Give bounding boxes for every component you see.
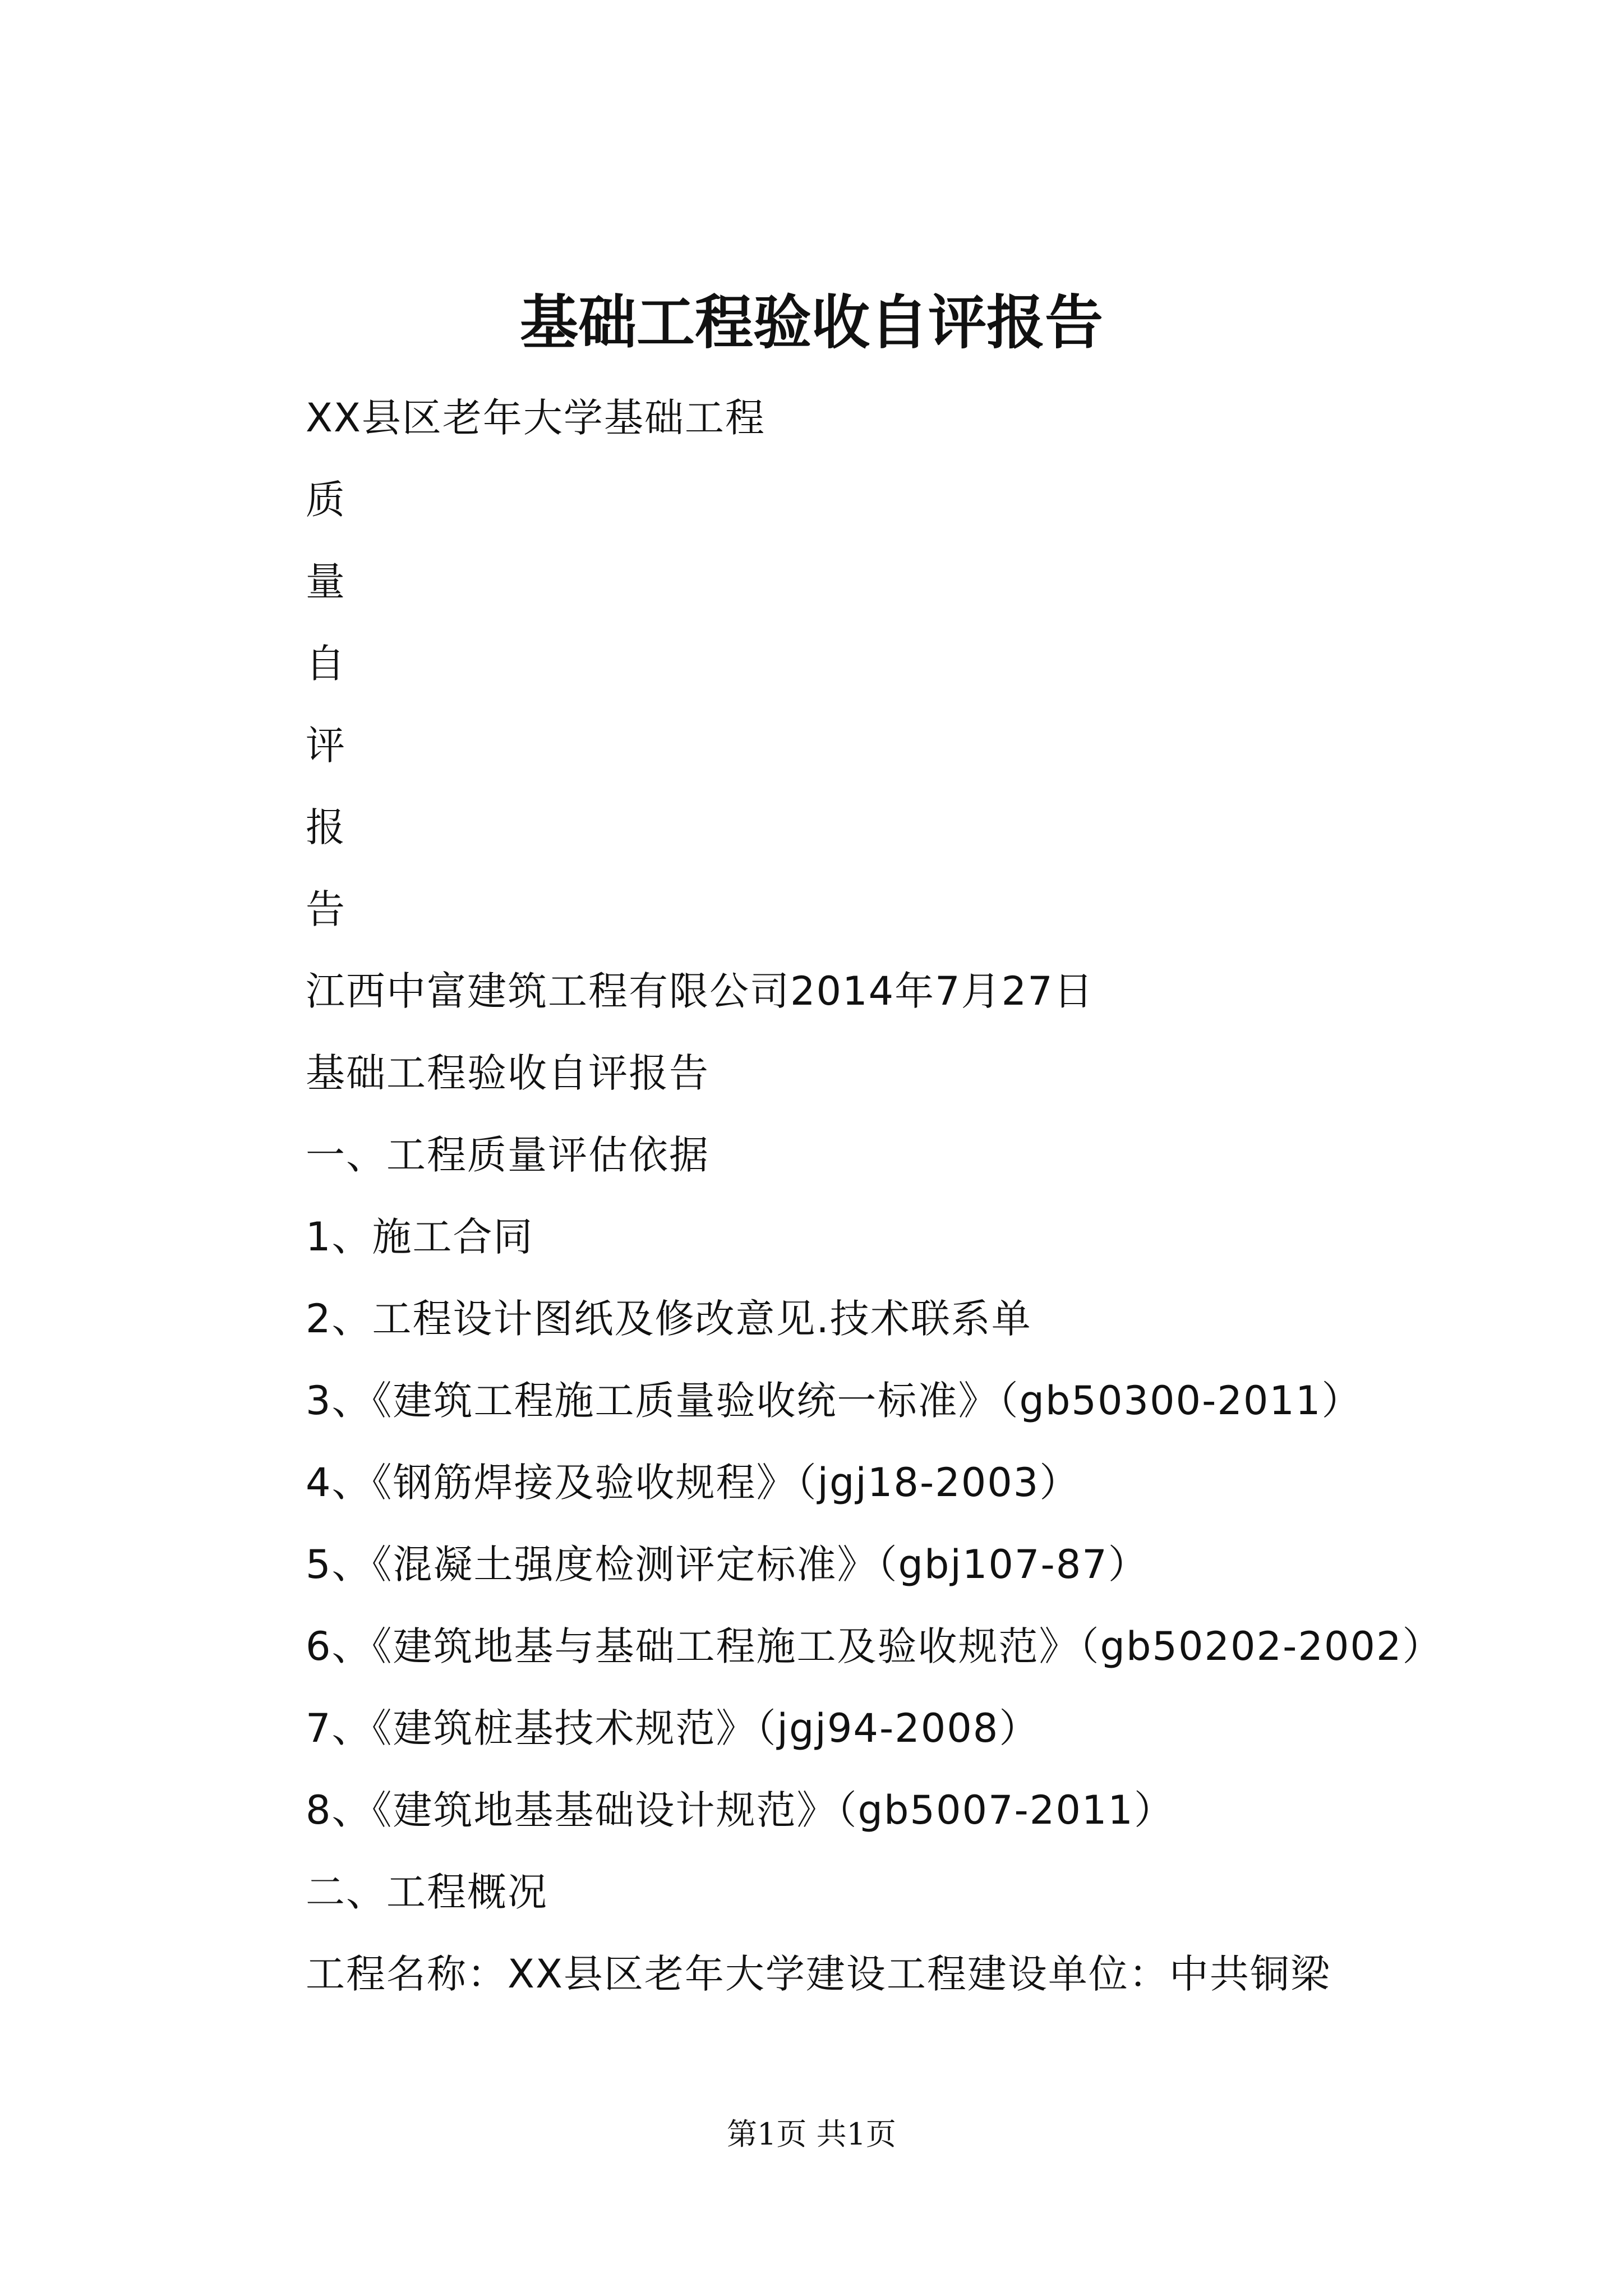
document-body xyxy=(306,387,1596,2025)
list-item-7: 7、《建筑桩基技术规范》（jgj94-2008） xyxy=(306,1705,1040,1751)
page-footer: 第1页 共1页 xyxy=(727,2116,896,2152)
list-item-5: 5、《混凝土强度检测评定标准》（gbj107-87） xyxy=(306,1542,1149,1588)
list-item-1: 1、施工合同 xyxy=(306,1214,534,1260)
section-heading-basis: 一、工程质量评估依据 xyxy=(306,1132,709,1178)
body-line-char-gao: 告 xyxy=(306,886,346,932)
document-title: 基础工程验收自评报告 xyxy=(519,288,1103,357)
body-line-project-info: 工程名称：XX县区老年大学建设工程建设单位：中共铜梁 xyxy=(306,1951,1331,1997)
body-line-char-liang: 量 xyxy=(306,559,346,605)
body-line-company-date: 江西中富建筑工程有限公司2014年7月27日 xyxy=(306,968,1094,1014)
list-item-3: 3、《建筑工程施工质量验收统一标准》（gb50300-2011） xyxy=(306,1378,1362,1424)
list-item-8: 8、《建筑地基基础设计规范》（gb5007-2011） xyxy=(306,1787,1174,1833)
body-line-char-bao: 报 xyxy=(306,804,346,850)
list-item-4: 4、《钢筋焊接及验收规程》（jgj18-2003） xyxy=(306,1460,1080,1506)
section-heading-overview: 二、工程概况 xyxy=(306,1869,548,1915)
list-item-6: 6、《建筑地基与基础工程施工及验收规范》（gb50202-2002） xyxy=(306,1623,1443,1669)
body-line-project-name: XX县区老年大学基础工程 xyxy=(306,395,766,441)
body-line-char-ping: 评 xyxy=(306,723,346,769)
body-line-char-zhi: 质 xyxy=(306,477,346,523)
body-line-char-zi: 自 xyxy=(306,641,346,687)
list-item-2: 2、工程设计图纸及修改意见.技术联系单 xyxy=(306,1296,1032,1342)
body-line-report-heading: 基础工程验收自评报告 xyxy=(306,1050,709,1096)
